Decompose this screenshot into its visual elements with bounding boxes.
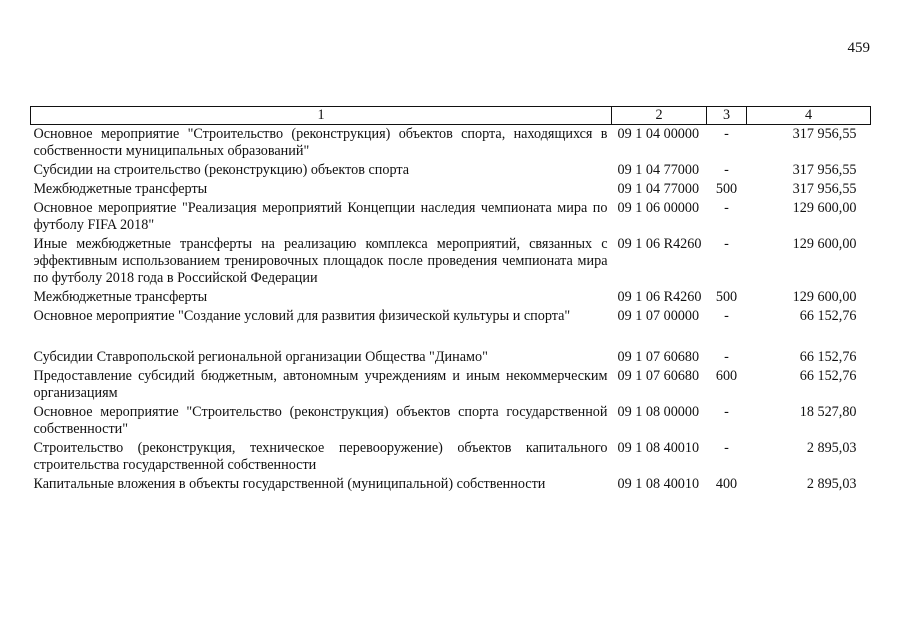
row-type: 500 (715, 289, 738, 305)
row-type: 600 (715, 368, 738, 384)
table-row (31, 199, 871, 235)
table-spacer-row (31, 326, 871, 348)
row-code: 09 1 07 00000 (617, 308, 700, 324)
row-code: 09 1 07 60680 (617, 368, 700, 384)
row-sum: 2 895,03 (806, 476, 857, 492)
table-row (31, 161, 871, 180)
row-code: 09 1 08 00000 (617, 404, 700, 420)
row-code: 09 1 06 R4260 (617, 236, 702, 252)
table-row (31, 367, 871, 403)
header-col-code: 2 (612, 107, 707, 125)
row-code: 09 1 06 00000 (617, 200, 700, 216)
row-name: Основное мероприятие "Строительство (реконструкция) объектов спорта государственной собственности" (33, 404, 608, 437)
row-sum: 317 956,55 (792, 162, 857, 178)
row-code: 09 1 04 77000 (617, 162, 700, 178)
row-sum: 18 527,80 (799, 404, 857, 420)
row-type: - (724, 200, 729, 216)
table-row (31, 235, 871, 288)
row-sum: 129 600,00 (792, 236, 857, 252)
row-type: - (724, 162, 729, 178)
table-row (31, 475, 871, 494)
row-sum: 66 152,76 (799, 349, 857, 365)
row-sum: 66 152,76 (799, 368, 857, 384)
row-name: Иные межбюджетные трансферты на реализацию комплекса мероприятий, связанных с эффективным использованием тренировочных площадок после проведения чемпионата мира по футболу 2018 года в Российской Федерации (33, 236, 608, 286)
table-row (31, 439, 871, 475)
row-name: Основное мероприятие "Создание условий для развития физической культуры и спорта" (33, 308, 571, 324)
spacer-cell (31, 326, 871, 348)
row-sum: 129 600,00 (792, 289, 857, 305)
row-type: 400 (715, 476, 738, 492)
page-number: 459 (847, 40, 870, 56)
table-row (31, 180, 871, 199)
row-sum: 2 895,03 (806, 440, 857, 456)
row-code: 09 1 06 R4260 (617, 289, 702, 305)
header-col-type: 3 (707, 107, 747, 125)
row-name: Субсидии на строительство (реконструкцию) объектов спорта (33, 162, 410, 178)
table-row (31, 125, 871, 162)
table-row (31, 307, 871, 326)
row-code: 09 1 08 40010 (617, 440, 700, 456)
table-row (31, 288, 871, 307)
table-row (31, 403, 871, 439)
budget-table (30, 106, 871, 494)
row-name: Межбюджетные трансферты (33, 289, 208, 305)
row-code: 09 1 07 60680 (617, 349, 700, 365)
row-name: Предоставление субсидий бюджетным, автономным учреждениям и иным некоммерческим организациям (33, 368, 608, 401)
row-code: 09 1 04 77000 (617, 181, 700, 197)
row-type: 500 (715, 181, 738, 197)
row-type: - (724, 440, 729, 456)
row-code: 09 1 08 40010 (617, 476, 700, 492)
row-name: Строительство (реконструкция, техническое перевооружение) объектов капитального строительства государственной собственности (33, 440, 608, 473)
row-sum: 129 600,00 (792, 200, 857, 216)
row-code: 09 1 04 00000 (617, 126, 700, 142)
row-sum: 317 956,55 (792, 126, 857, 142)
row-name: Межбюджетные трансферты (33, 181, 208, 197)
row-name: Основное мероприятие "Реализация мероприятий Концепции наследия чемпионата мира по футболу FIFA 2018" (33, 200, 608, 233)
row-type: - (724, 236, 729, 252)
row-name: Субсидии Ставропольской региональной организации Общества "Динамо" (33, 349, 488, 365)
row-sum: 317 956,55 (792, 181, 857, 197)
table-row (31, 348, 871, 367)
table-header-row (31, 107, 871, 125)
row-name: Основное мероприятие "Строительство (реконструкция) объектов спорта, находящихся в собственности муниципальных образований" (33, 126, 608, 159)
header-col-sum: 4 (747, 107, 871, 125)
row-type: - (724, 349, 729, 365)
header-col-name: 1 (31, 107, 612, 125)
row-sum: 66 152,76 (799, 308, 857, 324)
row-type: - (724, 126, 729, 142)
row-type: - (724, 404, 729, 420)
row-type: - (724, 308, 729, 324)
row-name: Капитальные вложения в объекты государственной (муниципальной) собственности (33, 476, 546, 492)
